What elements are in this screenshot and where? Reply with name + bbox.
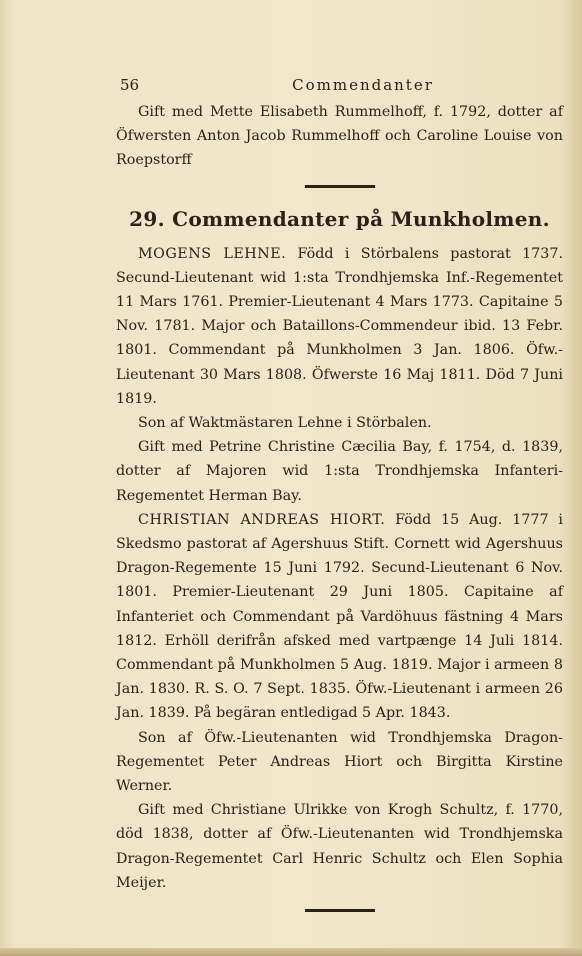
page-body	[116, 100, 563, 926]
section-divider	[305, 185, 375, 188]
entry-paragraph	[116, 242, 563, 411]
entry-marriage: Gift med Petrine Christine Cæcilia Bay, f. 1754, d. 1839, dotter af Majoren wid 1:sta Trondhjemska Infanteri-Regementet Herman Bay.	[116, 439, 563, 504]
page-header	[120, 76, 566, 100]
entry-marriage: Gift med Christiane Ulrikke von Krogh Schultz, f. 1770, död 1838, dotter af Öfw.-Lieutenanten wid Trondhjemska Dragon-Regementet Carl Henric Schultz och Elen Sophia Meijer.	[116, 802, 563, 891]
entry-name: CHRISTIAN ANDREAS HIORT.	[138, 511, 386, 528]
page-edge	[0, 948, 582, 956]
entry-parentage: Son af Öfw.-Lieutenanten wid Trondhjemska Dragon-Regementet Peter Andreas Hiort och Birgitta Kirstine Werner.	[116, 729, 563, 795]
section-heading: 29. Commendanter på Munkholmen.	[129, 206, 550, 231]
entry-paragraph	[116, 508, 563, 726]
entry-name: MOGENS LEHNE.	[138, 245, 287, 262]
running-title: Commendanter	[292, 76, 434, 94]
end-divider	[305, 909, 375, 912]
page-number: 56	[120, 76, 140, 94]
entry-text: Född 15 Aug. 1777 i Skedsmo pastorat af Agershuus Stift. Cornett wid Agershuus Dragon-Regemente 15 Juni 1792. Secund-Lieutenant 6 Nov. 1801. Premier-Lieutenant 29 Juni 1805. Capitaine af Infanteriet och Commendant på Vardöhuus fästning 4 Mars 1812. Erhöll derifrån afsked med vartpænge 14 Juli 1814. Commendant på Munkholmen 5 Aug. 1819. Major i armeen 8 Jan. 1830. R. S. O. 7 Sept. 1835. Öfw.-Lieutenant i armeen 26 Jan. 1839. På begäran entledigad 5 Apr. 1843.	[116, 511, 564, 722]
entry-text: Född i Störbalens pastorat 1737. Secund-Lieutenant wid 1:sta Trondhjemska Inf.-Regementet 11 Mars 1761. Premier-Lieutenant 4 Mars 1773. Capitaine 5 Nov. 1781. Major och Bataillons-Commendeur ibid. 13 Febr. 1801. Commendant på Munkholmen 3 Jan. 1806. Öfw.-Lieutenant 30 Mars 1808. Öfwerste 16 Maj 1811. Död 7 Juni 1819.	[116, 245, 563, 407]
intro-paragraph: Gift med Mette Elisabeth Rummelhoff, f. 1792, dotter af Öfwersten Anton Jacob Rummelhoff och Caroline Louise von Roepstorff	[116, 104, 563, 169]
entry-parentage: Son af Waktmästaren Lehne i Störbalen.	[138, 415, 432, 432]
